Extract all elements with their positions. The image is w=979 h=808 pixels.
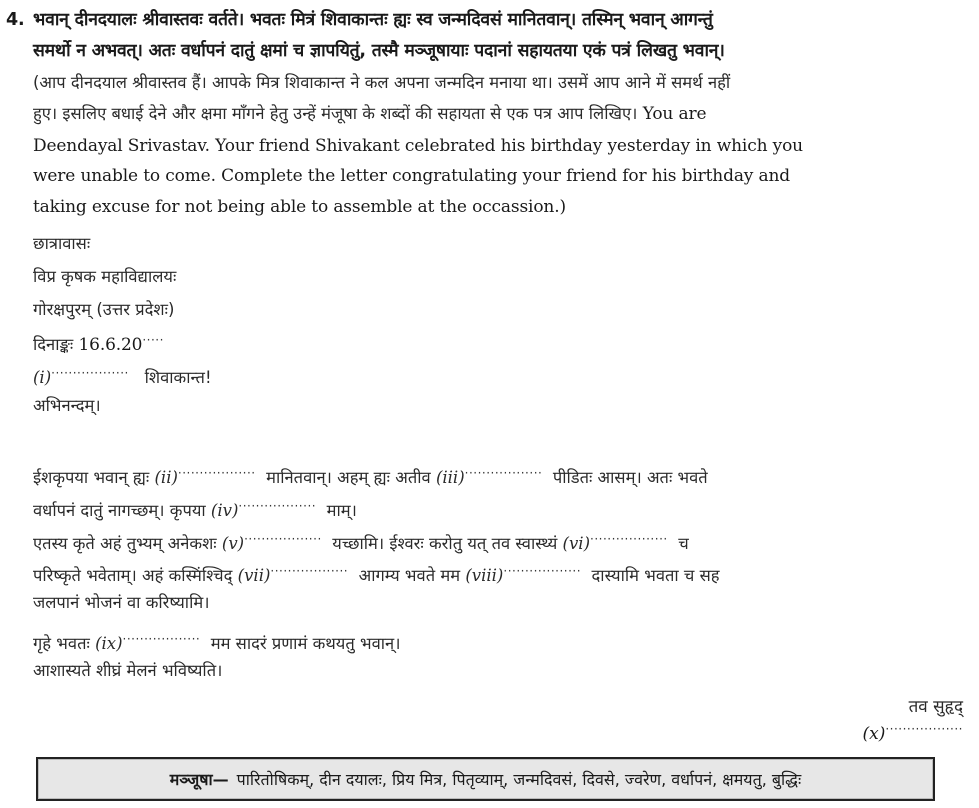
blank-x[interactable]: ·················· — [885, 722, 963, 736]
blank-ix[interactable]: ·················· — [122, 632, 201, 646]
paragraph-2-line-2 — [33, 559, 720, 588]
blank-label-i: (i) — [33, 368, 52, 387]
instruction-english-5: taking excuse for not being able to assemble at the occassion.) — [33, 197, 566, 217]
address-line-1: छात्रावासः — [33, 234, 91, 253]
text-segment: वर्धापनं दातुं नागच्छम्। कृपया — [33, 501, 206, 520]
instruction-hindi-2: हुए। इसलिए बधाई देने और क्षमा माँगने हेतु उन्हें मंजूषा के शब्दों की सहायता से एक पत्र आप लिखिए। — [33, 104, 638, 123]
text-segment: दास्यामि भवता च सह — [591, 566, 720, 585]
blank-label-ix: (ix) — [95, 634, 123, 653]
blank-label-iv: (iv) — [210, 501, 239, 520]
paragraph-2-line-1 — [33, 527, 689, 556]
paragraph-3 — [33, 627, 400, 656]
blank-label-iii: (iii) — [435, 468, 465, 487]
blank-label-ii: (ii) — [154, 468, 178, 487]
salutation-name: शिवाकान्त! — [144, 368, 212, 387]
blank-i[interactable]: ·················· — [51, 366, 129, 380]
blank-iv[interactable]: ·················· — [238, 499, 317, 513]
text-segment: गृहे भवतः — [33, 634, 90, 653]
blank-vii[interactable]: ·················· — [270, 564, 349, 578]
blank-label-vi: (vi) — [562, 534, 591, 553]
address-line-2: विप्र कृषक महाविद्यालयः — [33, 267, 177, 286]
salutation-line — [33, 361, 212, 390]
text-segment: परिष्कृते भवेताम्। अहं कस्मिंश्चिद् — [33, 566, 233, 585]
question-number: 4. — [6, 10, 25, 30]
word-box — [36, 757, 935, 801]
blank-label-viii: (viii) — [465, 566, 504, 585]
question-text-1: भवान् दीनदयालः श्रीवास्तवः वर्तते। भवतः मित्रं शिवाकान्तः ह्यः स्व जन्मदिवसं मानितवान्। तस्मिन् भवान् आगन्तुं — [33, 10, 713, 30]
text-segment: यच्छामि। ईश्वरः करोतु यत् तव स्वास्थ्यं — [332, 534, 558, 553]
address-line-3: गोरक्षपुरम् (उत्तर प्रदेशः) — [33, 300, 175, 319]
question-line-2: समर्थो न अभवत्। अतः वर्धापनं दातुं क्षमां च ज्ञापयितुं, तस्मै मञ्जूषायाः पदानां सहायतया एकं पत्रं लिखतु भवान्। — [33, 41, 725, 61]
blank-iii[interactable]: ·················· — [464, 466, 543, 480]
text-segment: पीडितः आसम्। अतः भवते — [552, 468, 708, 487]
paragraph-4: आशास्यते शीघ्रं मेलनं भविष्यति। — [33, 661, 223, 680]
date-value: 16.6.20 — [78, 335, 143, 355]
blank-ii[interactable]: ·················· — [177, 466, 256, 480]
date-dots: ····· — [142, 333, 164, 347]
text-segment: च — [678, 534, 689, 553]
blank-viii[interactable]: ·················· — [503, 564, 582, 578]
text-segment: माम्। — [326, 501, 357, 520]
signature-line — [862, 722, 963, 744]
date-label: दिनाङ्कः — [33, 335, 74, 354]
text-segment: ईशकृपया भवान् ह्यः — [33, 468, 150, 487]
instruction-hindi-1: (आप दीनदयाल श्रीवास्तव हैं। आपके मित्र शिवाकान्त ने कल अपना जन्मदिन मनाया था। उसमें आप आने में समर्थ नहीं — [33, 73, 731, 92]
question-line-1 — [6, 8, 713, 32]
blank-label-v: (v) — [221, 534, 245, 553]
text-segment: मानितवान्। अहम् ह्यः अतीव — [266, 468, 431, 487]
text-segment: एतस्य कृते अहं तुभ्यम् अनेकशः — [33, 534, 217, 553]
blank-label-x: (x) — [862, 724, 886, 744]
text-segment: मम सादरं प्रणामं कथयतु भवान्। — [210, 634, 401, 653]
paragraph-1-line-2 — [33, 494, 357, 523]
paragraph-2-line-3: जलपानं भोजनं वा करिष्यामि। — [33, 593, 210, 612]
blank-v[interactable]: ·················· — [244, 532, 322, 546]
text-segment: आगम्य भवते मम — [358, 566, 461, 585]
closing: तव सुहृद् — [908, 697, 963, 717]
instruction-english-3: Deendayal Srivastav. Your friend Shivakant celebrated his birthday yesterday in which you — [33, 136, 803, 156]
word-box-words: पारितोषिकम्, दीन दयालः, प्रिय मित्र, पितृव्याम्, जन्मदिवसं, दिवसे, ज्वरेण, वर्धापनं, क्षमयतु, बुद्धिः — [236, 770, 802, 789]
date-line — [33, 328, 164, 357]
instruction-english-2: You are — [642, 104, 707, 124]
blank-vi[interactable]: ·················· — [590, 532, 668, 546]
blank-label-vii: (vii) — [237, 566, 271, 585]
paragraph-1-line-1 — [33, 461, 708, 490]
greeting: अभिनन्दम्। — [33, 396, 101, 415]
word-box-title: मञ्जूषा— — [169, 770, 229, 789]
instruction-line-2 — [33, 102, 706, 126]
instruction-english-4: were unable to come. Complete the letter congratulating your friend for his birthday and — [33, 166, 791, 186]
